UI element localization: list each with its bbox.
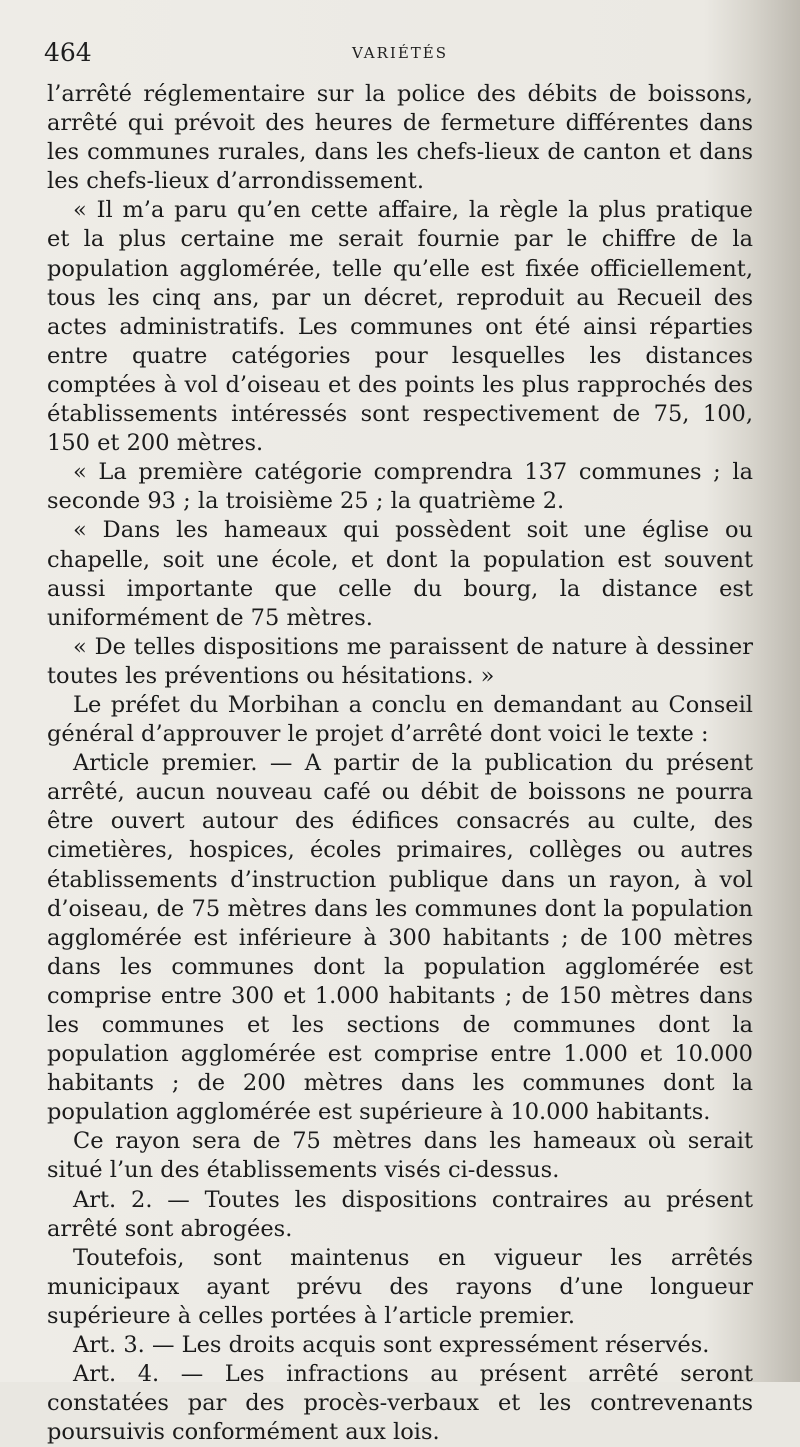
paragraph-quote-conclusion: « De telles dispositions me paraissent de nature à dessiner toutes les préventions ou hésitations. » (47, 633, 753, 689)
running-title: VARIÉTÉS (351, 44, 449, 62)
paragraph-article-1: Article premier. — A partir de la publication du présent arrêté, aucun nouveau café ou débit de boissons ne pourra être ouvert autour des édifices consacrés au culte, des cimetières, hospices, écoles primaires, collèges ou autres établissements d’instruction publique dans un rayon, à vol d’oiseau, de 75 mètres dans les communes dont la population agglomérée est inférieure à 300 habitants ; de 100 mètres dans les communes dont la population agglomérée est comprise entre 300 et 1.000 habitants ; de 150 mètres dans les communes et les sections de communes dont la population agglomérée est comprise entre 1.000 et 10.000 habitants ; de 200 mètres dans les communes dont la population agglomérée est supérieure à 10.000 habitants. (47, 750, 753, 1126)
running-head (40, 38, 760, 72)
paragraph-prefect: Le préfet du Morbihan a conclu en demandant au Conseil général d’approuver le projet d’arrêté dont voici le texte : (47, 691, 753, 748)
paragraph-article-3: Art. 3. — Les droits acquis sont expressément réservés. (73, 1332, 710, 1359)
page-number: 464 (44, 38, 92, 67)
paragraph-exception: Toutefois, sont maintenus en vigueur les arrêtés municipaux ayant prévu des rayons d’une longueur supérieure à celles portées à l’article premier. (47, 1244, 753, 1329)
body-text (47, 80, 753, 1447)
paragraph-quote-categories: « La première catégorie comprendra 137 communes ; la seconde 93 ; la troisième 25 ; la quatrième 2. (47, 459, 753, 515)
paragraph-article-4: Art. 4. — Les infractions au présent arrêté seront constatées par des procès-verbaux et les contrevenants poursuivis conformément aux lois. (47, 1361, 753, 1446)
paragraph-continuation: l’arrêté réglementaire sur la police des débits de boissons, arrêté qui prévoit des heures de fermeture différentes dans les communes rurales, dans les chefs-lieux de canton et dans les chefs-lieux d’arrondissement. (47, 81, 753, 195)
paragraph-radius: Ce rayon sera de 75 mètres dans les hameaux où serait situé l’un des établissements visés ci-dessus. (47, 1128, 753, 1184)
paragraph-article-2: Art. 2. — Toutes les dispositions contraires au présent arrêté sont abrogées. (47, 1186, 753, 1242)
paragraph-quote-hamlets: « Dans les hameaux qui possèdent soit une église ou chapelle, soit une école, et dont la population est souvent aussi importante que celle du bourg, la distance est uniformément de 75 mètres. (47, 517, 753, 631)
paragraph-quote-rule: « Il m’a paru qu’en cette affaire, la règle la plus pratique et la plus certaine me serait fournie par le chiffre de la population agglomérée, telle qu’elle est fixée officiellement, tous les cinq ans, par un décret, reproduit au Recueil des actes administratifs. Les communes ont été ainsi réparties entre quatre catégories pour lesquelles les distances comptées à vol d’oiseau et des points les plus rapprochés des établissements intéressés sont respectivement de 75, 100, 150 et 200 mètres. (47, 197, 753, 457)
